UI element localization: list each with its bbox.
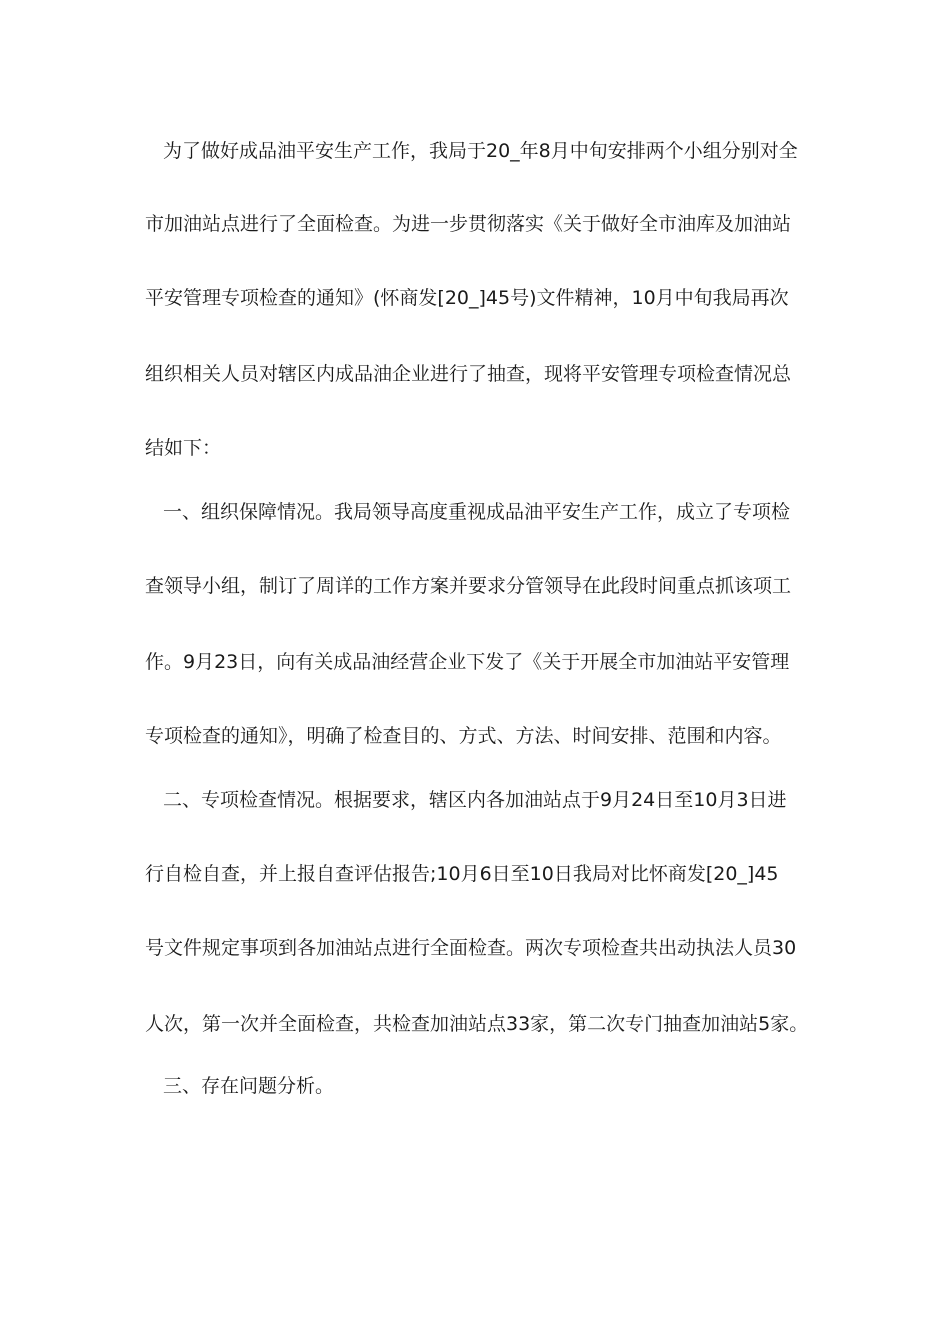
- section-1-line-3: 作。9月23日，向有关成品油经营企业下发了《关于开展全市加油站平安管理: [145, 651, 790, 673]
- paragraph-1-line-4: 组织相关人员对辖区内成品油企业进行了抽查，现将平安管理专项检查情况总: [145, 363, 792, 385]
- section-3-heading: 三、存在问题分析。: [163, 1075, 335, 1097]
- section-2-line-1: 二、专项检查情况。根据要求，辖区内各加油站点于9月24日至10月3日进: [163, 789, 787, 811]
- section-2-line-4: 人次，第一次并全面检查，共检查加油站点33家，第二次专门抽查加油站5家。: [145, 1013, 809, 1035]
- section-1-line-1: 一、组织保障情况。我局领导高度重视成品油平安生产工作，成立了专项检: [163, 501, 791, 523]
- section-1-line-2: 查领导小组，制订了周详的工作方案并要求分管领导在此段时间重点抓该项工: [145, 575, 792, 597]
- section-1-line-4: 专项检查的通知》，明确了检查目的、方式、方法、时间安排、范围和内容。: [145, 725, 782, 747]
- section-2-line-2: 行自检自查，并上报自查评估报告;10月6日至10日我局对比怀商发[20_]45: [145, 863, 779, 885]
- paragraph-1-line-1: 为了做好成品油平安生产工作，我局于20_年8月中旬安排两个小组分别对全: [163, 140, 798, 162]
- paragraph-1-line-3: 平安管理专项检查的通知》(怀商发[20_]45号)文件精神，10月中旬我局再次: [145, 287, 789, 309]
- section-2-line-3: 号文件规定事项到各加油站点进行全面检查。两次专项检查共出动执法人员30: [145, 937, 797, 959]
- paragraph-1-line-2: 市加油站点进行了全面检查。为进一步贯彻落实《关于做好全市油库及加油站: [145, 213, 792, 235]
- paragraph-1-line-5: 结如下：: [145, 437, 222, 459]
